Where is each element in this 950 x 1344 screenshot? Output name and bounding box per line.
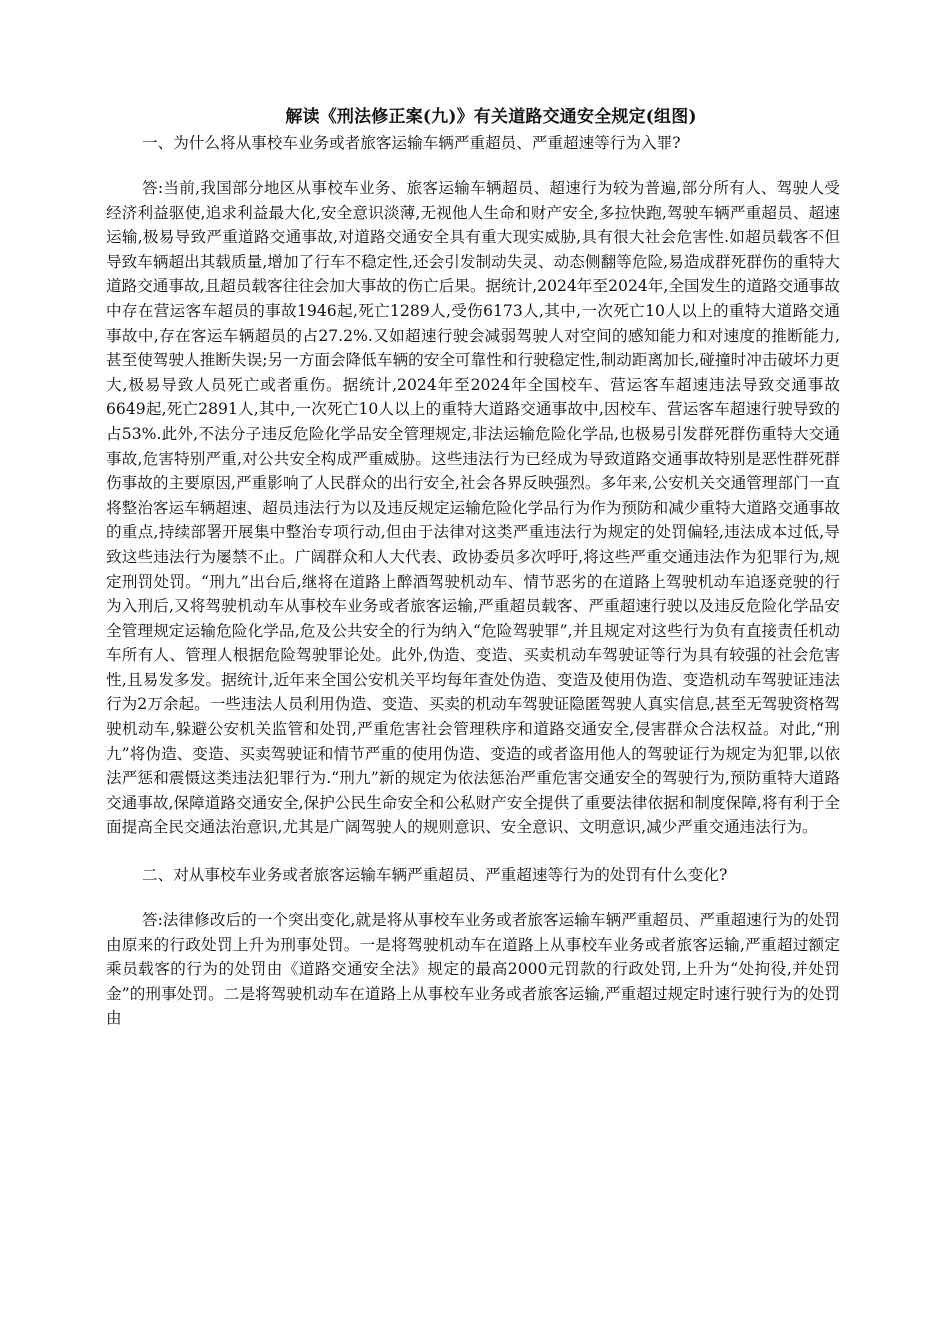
spacer xyxy=(106,840,840,862)
section-1-question: 一、为什么将从事校车业务或者旅客运输车辆严重超员、严重超速等行为入罪? xyxy=(142,134,681,152)
document-title: 解读《刑法修正案(九)》有关道路交通安全规定(组图) xyxy=(285,107,697,127)
section-1-answer: 答:当前,我国部分地区从事校车业务、旅客运输车辆超员、超速行为较为普遍,部分所有人、驾驶人受经济利益驱使,追求利益最大化,安全意识淡薄,无视他人生命和财产安全,多拉快跑,驾驶车辆严重超员、超速运输,极易导致严重道路交通事故,对道路交通安全具有重大现实威胁,具有很大社会危害性.如超员载客不但导致车辆超出其载质量,增加了行车不稳定性,还会引发制动失灵、动态侧翻等危险,易造成群死群伤的重特大道路交通事故,且超员载客往往会加大事故的伤亡后果。据统计,2024年至2024年,全国发生的道路交通事故中存在营运客车超员的事故1946起,死亡1289人,受伤6173人,其中,一次死亡10人以上的重特大道路交通事故中,存在客运车辆超员的占27.2%.又如超速行驶会减弱驾驶人对空间的感知能力和对速度的推断能力,甚至使驾驶人推断失误;另一方面会降低车辆的安全可靠性和行驶稳定性,制动距离加长,碰撞时冲击破坏力更大,极易导致人员死亡或者重伤。据统计,2024年至2024年全国校车、营运客车超速违法导致交通事故6649起,死亡2891人,其中,一次死亡10人以上的重特大道路交通事故中,因校车、营运客车超速行驶导致的占53%.此外,不法分子违反危险化学品安全管理规定,非法运输危险化学品,也极易引发群死群伤重特大交通事故,危害特别严重,对公共安全构成严重威胁。这些违法行为已经成为导致道路交通事故特别是恶性群死群伤事故的主要原因,严重影响了人民群众的出行安全,社会各界反映强烈。多年来,公安机关交通管理部门一直将整治客运车辆超速、超员违法行为以及违反规定运输危险化学品行为作为预防和减少重特大道路交通事故的重点,持续部署开展集中整治专项行动,但由于法律对这类严重违法行为规定的处罚偏轻,违法成本过低,导致这些违法行为屡禁不止。广阔群众和人大代表、政协委员多次呼吁,将这些严重交通违法作为犯罪行为,规定刑罚处罚。“刑九”出台后,继将在道路上醉酒驾驶机动车、情节恶劣的在道路上驾驶机动车追逐竞驶的行为入刑后,又将驾驶机动车从事校车业务或者旅客运输,严重超员载客、严重超速行驶以及违反危险化学品安全管理规定运输危险化学品,危及公共安全的行为纳入“危险驾驶罪”,并且规定对这些行为负有直接责任机动车所有人、管理人根据危险驾驶罪论处。此外,伪造、变造、买卖机动车驾驶证等行为具有较强的社会危害性,且易发多发。据统计,近年来全国公安机关平均每年查处伪造、变造及使用伪造、变造机动车驾驶证违法行为2万余起。一些违法人员利用伪造、变造、买卖的机动车驾驶证隐匿驾驶人真实信息,甚至无驾驶资格驾驶机动车,躲避公安机关监管和处罚,严重危害社会管理秩序和道路交通安全,侵害群众合法权益。对此,“刑九”将伪造、变造、买卖驾驶证和情节严重的使用伪造、变造的或者盗用他人的驾驶证行为规定为犯罪,以依法严惩和震慑这类违法犯罪行为.“刑九”新的规定为依法惩治严重危害交通安全的驾驶行为,预防重特大道路交通事故,保障道路交通安全,保护公民生命安全和公私财产安全提供了重要法律依据和制度保障,将有利于全面提高全民交通法治意识,尤其是广阔驾驶人的规则意识、安全意识、文明意识,减少严重交通违法行为。 xyxy=(106,179,840,837)
section-2-answer: 答:法律修改后的一个突出变化,就是将从事校车业务或者旅客运输车辆严重超员、严重超速行为的处罚由原来的行政处罚上升为刑事处罚。一是将驾驶机动车在道路上从事校车业务或者旅客运输,严重超过额定乘员载客的行为的处罚由《道路交通安全法》规定的最高2000元罚款的行政处罚,上升为“处拘役,并处罚金”的刑事处罚。二是将驾驶机动车在道路上从事校车业务或者旅客运输,严重超过规定时速行驶行为的处罚由 xyxy=(106,911,840,1028)
spacer xyxy=(106,156,840,176)
document-page xyxy=(106,104,840,1031)
spacer xyxy=(106,888,840,908)
section-2-question: 二、对从事校车业务或者旅客运输车辆严重超员、严重超速等行为的处罚有什么变化? xyxy=(142,866,728,885)
